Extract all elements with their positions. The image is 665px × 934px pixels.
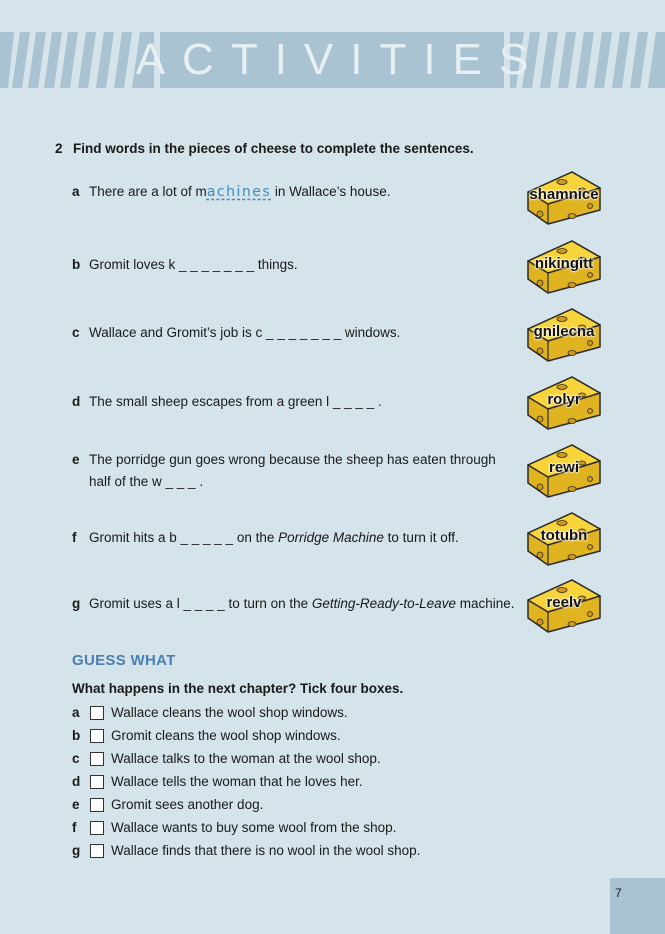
handwritten-answer: achines [206,184,272,200]
item-letter: c [72,325,80,340]
exercise-instruction: Find words in the pieces of cheese to complete the sentences. [73,141,474,156]
cheese-piece-b [524,239,604,295]
scrambled-word: shamnice [529,186,599,203]
guess-what-heading: GUESS WHAT [72,652,176,669]
option-text: Gromit sees another dog. [111,797,264,812]
item-sentence: The small sheep escapes from a green l _ _ _ _ . [89,394,382,409]
item-sentence [89,593,514,615]
option-text: Wallace wants to buy some wool from the shop. [111,820,397,835]
tick-box[interactable] [90,775,104,789]
exercise-number: 2 [55,141,63,156]
banner-title-box [135,32,546,88]
machine-name: Porridge Machine [278,530,384,545]
scrambled-word: rewi [548,459,579,476]
item-letter: g [72,596,81,611]
option-letter: b [72,728,81,743]
item-sentence-line-2: half of the w _ _ _ . [89,474,204,489]
item-letter: b [72,257,81,272]
scrambled-word: reelv [546,594,582,611]
scrambled-word: nikingitt [534,255,594,272]
item-letter: a [72,184,80,199]
cheese-piece-g [524,578,604,634]
sentence-end: in Wallace’s house. [271,184,391,199]
cheese-piece-d [524,375,604,431]
item-sentence-line-1: The porridge gun goes wrong because the sheep has eaten through [89,452,496,467]
page-title: ACTIVITIES [135,35,546,84]
guess-instruction: What happens in the next chapter? Tick four boxes. [72,681,404,696]
tick-box[interactable] [90,729,104,743]
option-letter: c [72,751,80,766]
sentence-start: There are a lot of m [89,184,207,199]
option-letter: e [72,797,80,812]
activities-banner [0,32,665,88]
machine-name: Getting-Ready-to-Leave [311,596,456,611]
option-text: Gromit cleans the wool shop windows. [111,728,341,743]
item-sentence [89,527,459,549]
scrambled-word: rolyr [547,391,581,408]
tick-box[interactable] [90,821,104,835]
scrambled-word: totubn [540,527,588,544]
cheese-piece-a [524,170,604,226]
exercise-heading [55,141,474,156]
scrambled-word: gnilecna [533,323,595,340]
sentence-start: Gromit uses a l _ _ _ _ to turn on the [89,596,312,611]
tick-box[interactable] [90,752,104,766]
cheese-piece-c [524,307,604,363]
sentence-start: Gromit hits a b _ _ _ _ _ on the [89,530,279,545]
tick-box[interactable] [90,706,104,720]
option-letter: a [72,705,80,720]
option-letter: g [72,843,81,858]
option-text: Wallace talks to the woman at the wool shop. [111,751,381,766]
item-sentence: Wallace and Gromit’s job is c _ _ _ _ _ _ _ windows. [89,325,401,340]
item-sentence [89,181,390,203]
option-text: Wallace finds that there is no wool in the wool shop. [111,843,421,858]
item-letter: e [72,452,80,467]
option-text: Wallace cleans the wool shop windows. [111,705,348,720]
sentence-end: to turn it off. [383,530,459,545]
item-letter: d [72,394,81,409]
tick-box[interactable] [90,844,104,858]
cheese-piece-e [524,443,604,499]
page-number: 7 [615,886,622,900]
tick-box[interactable] [90,798,104,812]
option-letter: d [72,774,81,789]
page-number-tab [610,878,665,934]
item-sentence: Gromit loves k _ _ _ _ _ _ _ things. [89,257,298,272]
option-letter: f [72,820,77,835]
item-letter: f [72,530,77,545]
sentence-end: machine. [455,596,515,611]
option-text: Wallace tells the woman that he loves her. [111,774,363,789]
cheese-piece-f [524,511,604,567]
